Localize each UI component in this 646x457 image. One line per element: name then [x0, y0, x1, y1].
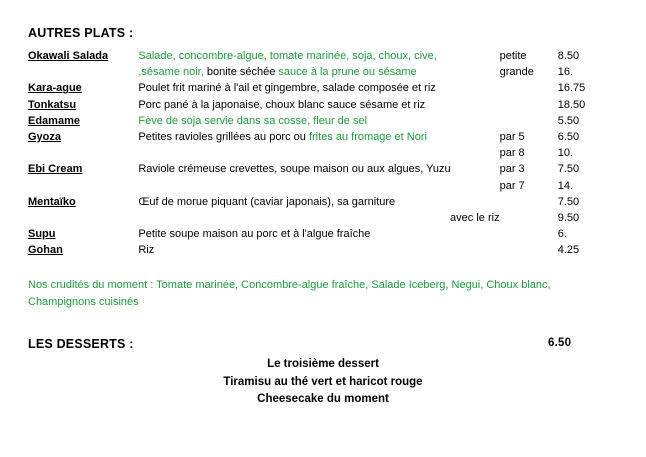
item-portion: par 7 — [499, 179, 525, 192]
dessert-item: Le troisième dessert — [267, 358, 379, 370]
item-description-part: Petite soupe maison au porc et à l'algue fraîche — [138, 228, 371, 241]
item-portion — [500, 113, 552, 129]
item-description — [138, 97, 499, 113]
item-price: 7.50 — [557, 163, 580, 176]
table-row — [28, 129, 618, 145]
item-name-text: Tonkatsu — [28, 98, 77, 111]
item-description-part: Fève de soja servie dans sa cosse, fleur de sel — [138, 114, 368, 127]
item-portion: petite — [499, 50, 527, 62]
item-description-part: frites au fromage et Nori — [308, 131, 427, 144]
table-row — [28, 145, 618, 161]
item-portion: par 8 — [499, 147, 525, 160]
item-price: 5.50 — [557, 114, 580, 127]
item-price: 14. — [557, 179, 574, 192]
table-row — [28, 226, 618, 242]
section-title-desserts: LES DESSERTS : — [28, 337, 134, 351]
item-description — [138, 129, 499, 145]
item-price: 6.50 — [557, 131, 580, 144]
item-portion — [500, 80, 552, 96]
item-description-part: sauce à la prune ou sésame — [278, 66, 417, 79]
item-name-text: Gyoza — [28, 131, 62, 144]
item-name — [28, 242, 138, 258]
item-portion — [500, 242, 552, 258]
item-portion — [500, 226, 552, 242]
item-portion — [500, 210, 552, 226]
table-row — [28, 194, 618, 210]
item-portion — [500, 194, 552, 210]
item-price: 9.50 — [557, 212, 580, 225]
item-name-text: Gohan — [28, 244, 63, 257]
dessert-item: Tiramisu au thé vert et haricot rouge — [223, 375, 423, 388]
item-description — [138, 210, 499, 226]
desserts-list — [0, 356, 646, 409]
item-name — [28, 161, 138, 177]
desserts-price: 6.50 — [548, 337, 572, 349]
item-price: 7.50 — [557, 195, 580, 208]
table-row — [28, 161, 618, 177]
item-description — [138, 145, 499, 161]
item-description-part: ,sésame noir, — [138, 66, 207, 79]
table-row — [28, 48, 618, 64]
item-portion: par 5 — [499, 131, 525, 144]
item-description — [138, 80, 499, 96]
item-description-part: avec le riz — [450, 212, 500, 225]
item-description-part: Poulet frit mariné à l'ail et gingembre, salade composée et riz — [138, 82, 436, 95]
item-description — [138, 64, 499, 80]
item-description — [138, 226, 499, 242]
table-row — [28, 113, 618, 129]
item-name — [28, 145, 138, 161]
item-name — [28, 178, 138, 194]
item-name-text: Kara-ague — [28, 82, 82, 95]
item-name — [28, 226, 138, 242]
item-name — [28, 129, 138, 145]
item-name — [28, 48, 138, 64]
dessert-item: Cheesecake du moment — [257, 393, 389, 405]
item-description-part: Raviole crémeuse crevettes, soupe maison ou aux algues, Yuzu — [138, 163, 451, 176]
item-portion — [500, 97, 552, 113]
table-row — [28, 242, 618, 258]
crudites-note: Nos crudités du moment : Tomate marinée, Concombre-algue fraîche, Salade Iceberg, Negui, Choux blanc, Champignons cuisinés — [28, 279, 551, 308]
item-description — [138, 194, 499, 210]
item-name — [28, 97, 138, 113]
item-description-part: Œuf de morue piquant (caviar japonais), sa garniture — [138, 195, 396, 208]
item-description — [138, 242, 499, 258]
item-name-text: Supu — [28, 228, 56, 241]
item-name-text: Okawali Salada — [28, 50, 109, 62]
item-description-part: Porc pané à la japonaise, choux blanc sauce sésame et riz — [138, 98, 426, 111]
item-description — [138, 178, 499, 194]
item-price: 10. — [557, 147, 574, 160]
table-row — [28, 97, 618, 113]
item-description-part: Riz — [138, 244, 155, 257]
table-row — [28, 178, 618, 194]
table-row — [28, 80, 618, 96]
item-name — [28, 64, 138, 80]
item-name-text: Edamame — [28, 114, 80, 127]
item-portion: grande — [499, 66, 534, 79]
item-name — [28, 210, 138, 226]
item-description — [138, 113, 499, 129]
menu-items-table — [28, 48, 618, 259]
table-row — [28, 64, 618, 80]
item-description — [138, 48, 499, 64]
table-row — [28, 210, 618, 226]
item-description-part: bonite séchée — [206, 66, 279, 79]
item-price: 6. — [557, 228, 567, 241]
item-description-part: Salade, concombre-algue, tomate marinée, soja, choux, cive, — [138, 50, 437, 62]
section-title-autres-plats: AUTRES PLATS : — [28, 26, 134, 40]
item-price: 18.50 — [557, 98, 586, 111]
item-name — [28, 80, 138, 96]
item-price: 8.50 — [557, 50, 580, 62]
item-description-part: Petites ravioles grillées au porc ou — [138, 131, 309, 144]
item-price: 16.75 — [557, 82, 586, 95]
item-price: 16. — [557, 66, 574, 79]
item-name-text: Ebi Cream — [28, 163, 83, 176]
item-name-text: Mentaïko — [28, 195, 76, 208]
item-name — [28, 113, 138, 129]
item-name — [28, 194, 138, 210]
item-price: 4.25 — [557, 244, 580, 257]
item-portion: par 3 — [499, 163, 525, 176]
item-description — [138, 161, 499, 177]
